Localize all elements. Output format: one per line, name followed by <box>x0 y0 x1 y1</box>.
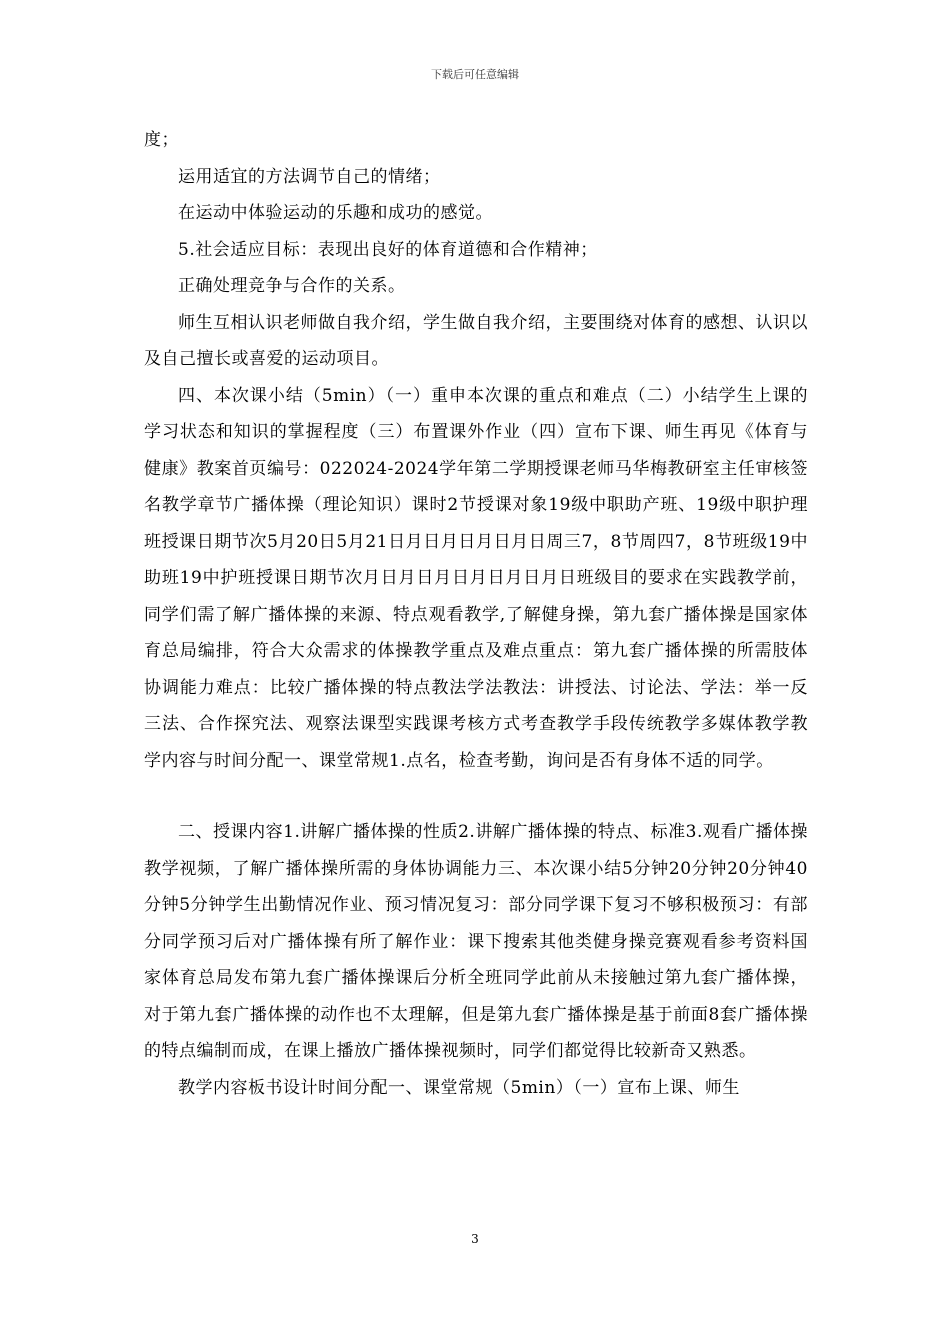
paragraph-board-design: 教学内容板书设计时间分配一、课堂常规（5min）（一）宣布上课、师生 <box>178 1077 740 1098</box>
page-number: 3 <box>471 1232 479 1246</box>
paragraph-introductions: 师生互相认识老师做自我介绍，学生做自我介绍，主要围绕对体育的感想、认识以及自己擅长或喜爱的运动项目。 <box>144 312 808 369</box>
paragraph-lesson-summary: 四、本次课小结（5min）（一）重申本次课的重点和难点（二）小结学生上课的学习状态和知识的掌握程度（三）布置课外作业（四）宣布下课、师生再见《体育与健康》教案首页编号：022024-2024学年第二学期授课老师马华梅教研室主任审核签名教学章节广播体操（理论知识）课时2节授课对象19级中职助产班、19级中职护理班授课日期节次5月20日5月21日月日月日月日月日周三7，8节周四7，8节班级19中助班19中护班授课日期节次月日月日月日月日月日月日班级目的要求在实践教学前，同学们需了解广播体操的来源、特点观看教学,了解健身操，第九套广播体操是国家体育总局编排，符合大众需求的体操教学重点及难点重点：第九套广播体操的所需肢体协调能力难点：比较广播体操的特点教法学法教法：讲授法、讨论法、学法：举一反三法、合作探究法、观察法课型实践课考核方式考查教学手段传统教学多媒体教学教学内容与时间分配一、课堂常规1.点名，检查考勤，询问是否有身体不适的同学。 <box>144 385 808 771</box>
paragraph-competition-cooperation: 正确处理竞争与合作的关系。 <box>178 276 406 296</box>
paragraph-sport-enjoyment: 在运动中体验运动的乐趣和成功的感觉。 <box>178 203 493 223</box>
paragraph-continuation: 度； <box>144 130 179 150</box>
page-header: 下载后可任意编辑 <box>431 68 519 81</box>
document-body <box>144 122 808 1106</box>
paragraph-social-goal: 5.社会适应目标：表现出良好的体育道德和合作精神； <box>178 239 598 260</box>
paragraph-teaching-content: 二、授课内容1.讲解广播体操的性质2.讲解广播体操的特点、标准3.观看广播体操教学视频，了解广播体操所需的身体协调能力三、本次课小结5分钟20分钟20分钟40分钟5分钟学生出勤情况作业、预习情况复习：部分同学课下复习不够积极预习：有部分同学预习后对广播体操有所了解作业：课下搜索其他类健身操竞赛观看参考资料国家体育总局发布第九套广播体操课后分析全班同学此前从未接触过第九套广播体操，对于第九套广播体操的动作也不太理解，但是第九套广播体操是基于前面8套广播体操的特点编制而成，在课上播放广播体操视频时，同学们都觉得比较新奇又熟悉。 <box>144 822 808 1061</box>
paragraph-emotion-regulation: 运用适宜的方法调节自己的情绪； <box>178 166 441 187</box>
